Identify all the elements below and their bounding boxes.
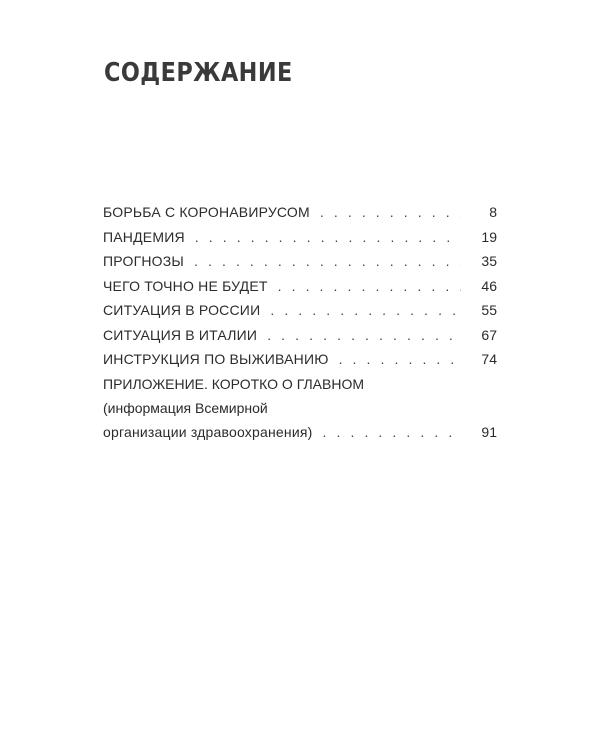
- toc-entry-label: СИТУАЦИЯ В РОССИИ: [103, 302, 261, 318]
- toc-entry-1[interactable]: [103, 200, 497, 225]
- dot-leader: [278, 274, 461, 299]
- toc-entry-label: ИНСТРУКЦИЯ ПО ВЫЖИВАНИЮ: [103, 351, 329, 367]
- toc-entry-label-line1: ПРИЛОЖЕНИЕ. КОРОТКО О ГЛАВНОМ: [103, 375, 365, 392]
- page-title: СОДЕРЖАНИЕ: [104, 58, 293, 88]
- toc-page-number: 19: [481, 228, 497, 245]
- toc-entry-label-line2: (информация Всемирной: [103, 399, 268, 416]
- toc-entry-4[interactable]: [103, 274, 497, 299]
- table-of-contents: [103, 200, 497, 444]
- toc-entry-label: СИТУАЦИЯ В ИТАЛИИ: [103, 326, 258, 343]
- toc-entry-label: ЧЕГО ТОЧНО НЕ БУДЕТ: [103, 277, 268, 294]
- toc-entry-7[interactable]: [103, 347, 497, 372]
- dot-leader: [323, 420, 462, 445]
- dot-leader: [267, 323, 461, 348]
- toc-page-number: 67: [481, 326, 497, 343]
- dot-leader: [194, 249, 461, 274]
- toc-entry-3[interactable]: [103, 249, 497, 274]
- dot-leader: [339, 347, 461, 372]
- dot-leader: [320, 200, 461, 225]
- toc-entry-label-line3: организации здравоохранения): [103, 423, 313, 440]
- toc-entry-label: БОРЬБА С КОРОНАВИРУСОМ: [103, 204, 310, 220]
- toc-page-number: 35: [481, 253, 497, 269]
- toc-entry-2[interactable]: [103, 225, 497, 250]
- toc-entry-label: ПРОГНОЗЫ: [103, 253, 185, 269]
- toc-page-number: 8: [489, 204, 497, 220]
- toc-entry-5[interactable]: [103, 298, 497, 323]
- toc-entry-label: ПАНДЕМИЯ: [103, 228, 185, 245]
- dot-leader: [270, 298, 461, 323]
- toc-page-number: 46: [481, 277, 497, 294]
- dot-leader: [195, 225, 461, 250]
- toc-page-number: 55: [481, 302, 497, 318]
- toc-page-number: 91: [481, 423, 497, 440]
- toc-page-number: 74: [481, 351, 497, 367]
- toc-entry-8[interactable]: [103, 372, 497, 445]
- toc-entry-6[interactable]: [103, 323, 497, 348]
